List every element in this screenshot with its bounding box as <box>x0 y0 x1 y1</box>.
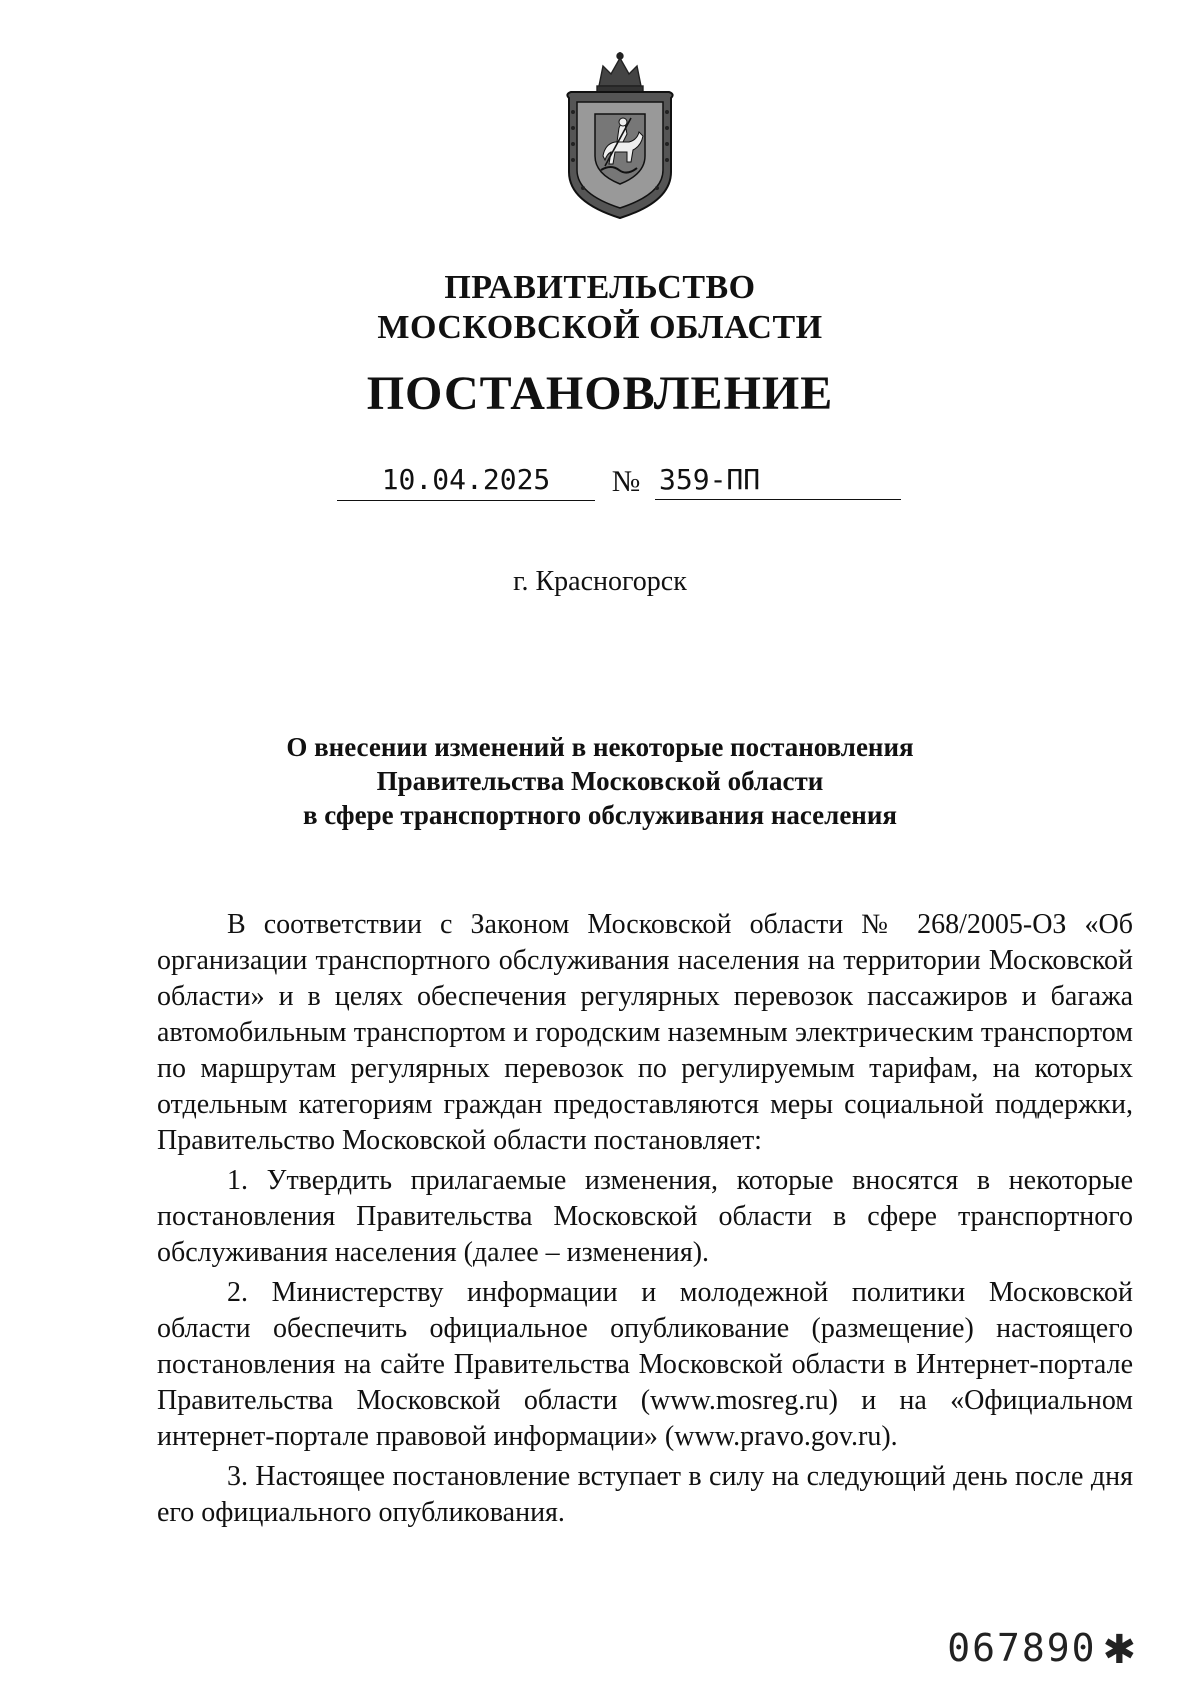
city-of-issue: г. Красногорск <box>513 566 687 597</box>
document-body <box>157 907 1133 1531</box>
number-sign: № <box>611 465 641 498</box>
asterisk-icon: ✱ <box>1102 1627 1138 1673</box>
moscow-oblast-coat-of-arms-icon <box>559 52 681 220</box>
subject-line-1: О внесении изменений в некоторые постановления <box>286 732 914 762</box>
authority-line-2: МОСКОВСКОЙ ОБЛАСТИ <box>377 309 823 346</box>
item-paragraph-1: 1. Утвердить прилагаемые изменения, которые вносятся в некоторые постановления Правительства Московской области в сфере транспортного обслуживания населения (далее – изменения). <box>157 1165 1133 1268</box>
document-date: 10.04.2025 <box>337 462 595 501</box>
document-number: 359-ПП <box>655 462 901 500</box>
serial-number: 067890 <box>947 1626 1097 1670</box>
date-number-line <box>337 462 901 504</box>
item-paragraph-3: 3. Настоящее постановление вступает в силу на следующий день после дня его официального опубликования. <box>157 1461 1133 1528</box>
authority-line-1: ПРАВИТЕЛЬСТВО <box>444 269 756 306</box>
issuing-authority <box>0 268 1200 348</box>
document-type-title: ПОСТАНОВЛЕНИЕ <box>366 367 834 420</box>
subject-line-2: Правительства Московской области <box>376 766 824 796</box>
serial-number-stamp <box>947 1626 1138 1672</box>
item-paragraph-2: 2. Министерству информации и молодежной политики Московской области обеспечить официальное опубликование (размещение) настоящего постановления на сайте Правительства Московской области в Интернет-портале Правительства Московской области (www.mosreg.ru) и на «Официальном интернет-портале правовой информации» (www.pravo.gov.ru). <box>157 1277 1133 1452</box>
preamble-paragraph: В соответствии с Законом Московской области № 268/2005-ОЗ «Об организации транспортного обслуживания населения на территории Московской области» и в целях обеспечения регулярных перевозок пассажиров и багажа автомобильным транспортом и городским наземным электрическим транспортом по маршрутам регулярных перевозок по регулируемым тарифам, на которых отдельным категориям граждан предоставляются меры социальной поддержки, Правительство Московской области постановляет: <box>157 909 1133 1156</box>
document-subject <box>0 730 1200 832</box>
subject-line-3: в сфере транспортного обслуживания населения <box>302 800 898 830</box>
